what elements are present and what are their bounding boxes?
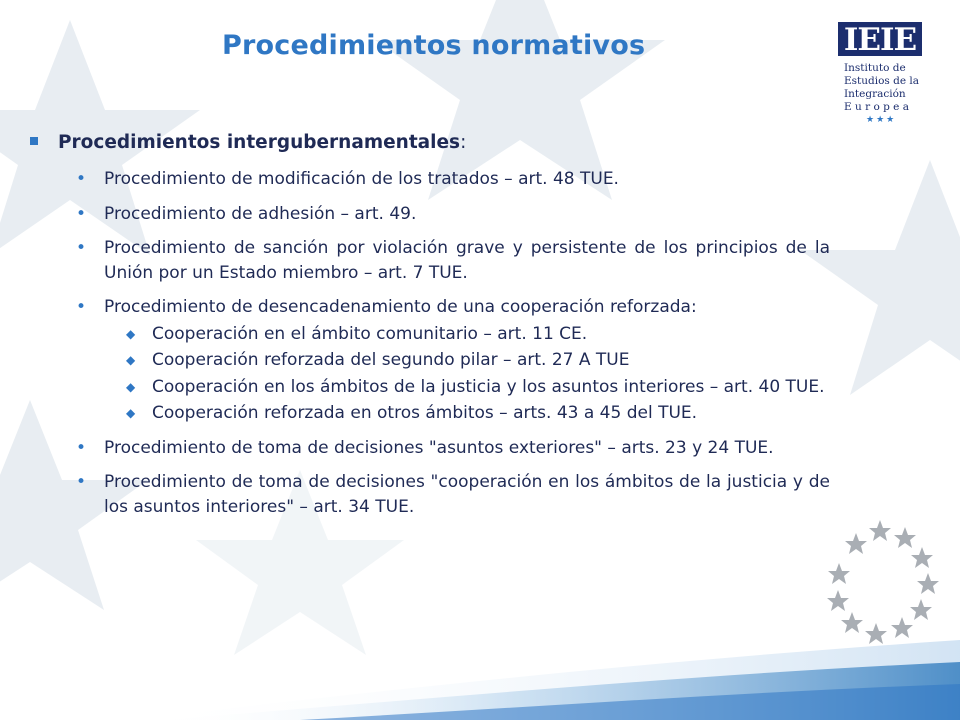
sublist-item-text: Cooperación en el ámbito comunitario – art. 11 CE. [152, 323, 588, 344]
round-bullet-icon: • [76, 297, 87, 317]
list-item [30, 470, 830, 519]
logo-line: E u r o p e a [844, 101, 909, 113]
sublist-item [104, 375, 830, 400]
round-bullet-icon: • [76, 437, 87, 458]
procedure-list [30, 167, 830, 519]
diamond-bullet-icon: ◆ [126, 379, 136, 394]
logo-stars-icon: ★★★ [866, 115, 897, 125]
list-item-text: Procedimiento de modificación de los tratados – art. 48 TUE. [104, 169, 619, 189]
sublist-item-text: Cooperación reforzada del segundo pilar – art. 27 A TUE [152, 350, 630, 370]
logo-text [838, 62, 922, 126]
diamond-bullet-icon: ◆ [126, 326, 136, 341]
list-item [30, 295, 830, 426]
list-item [30, 167, 830, 192]
sublist-item-text: Cooperación en los ámbitos de la justicia y los asuntos interiores – art. 40 TUE. [152, 376, 825, 397]
logo-line: Integración [844, 88, 906, 100]
sublist-item [104, 322, 830, 347]
round-bullet-icon: • [76, 238, 87, 258]
round-bullet-icon: • [76, 472, 87, 492]
section-heading-text: Procedimientos intergubernamentales [58, 132, 461, 153]
list-item-text: Procedimiento de adhesión – art. 49. [104, 203, 417, 224]
slide-body [30, 132, 830, 529]
section-heading-colon: : [460, 132, 467, 153]
list-item-text: Procedimiento de toma de decisiones "asuntos exteriores" – arts. 23 y 24 TUE. [104, 437, 774, 458]
sublist-item [104, 401, 830, 426]
section-heading [30, 132, 830, 153]
round-bullet-icon: • [76, 203, 87, 224]
diamond-bullet-icon: ◆ [126, 406, 136, 420]
logo-line: Instituto de [844, 62, 906, 74]
cooperation-sublist [104, 322, 830, 426]
slide-title: Procedimientos normativos [222, 30, 646, 61]
list-item-text: Procedimiento de toma de decisiones "cooperación en los ámbitos de la justicia y de los asuntos interiores" – art. 34 TUE. [104, 472, 830, 517]
list-item [30, 236, 830, 285]
sublist-item-text: Cooperación reforzada en otros ámbitos – arts. 43 a 45 del TUE. [152, 403, 698, 423]
list-item [30, 436, 830, 461]
list-item-text: Procedimiento de sanción por violación grave y persistente de los principios de la Unión por un Estado miembro – art. 7 TUE. [104, 238, 830, 283]
diamond-bullet-icon: ◆ [126, 353, 136, 367]
sublist-item [104, 348, 830, 373]
list-item-text: Procedimiento de desencadenamiento de una cooperación reforzada: [104, 297, 697, 317]
logo-line: Estudios de la [844, 75, 920, 87]
ieie-logo [838, 22, 922, 134]
list-item [30, 202, 830, 227]
round-bullet-icon: • [76, 169, 87, 189]
logo-mark: IEIE [838, 22, 922, 56]
square-bullet-icon [30, 137, 38, 145]
